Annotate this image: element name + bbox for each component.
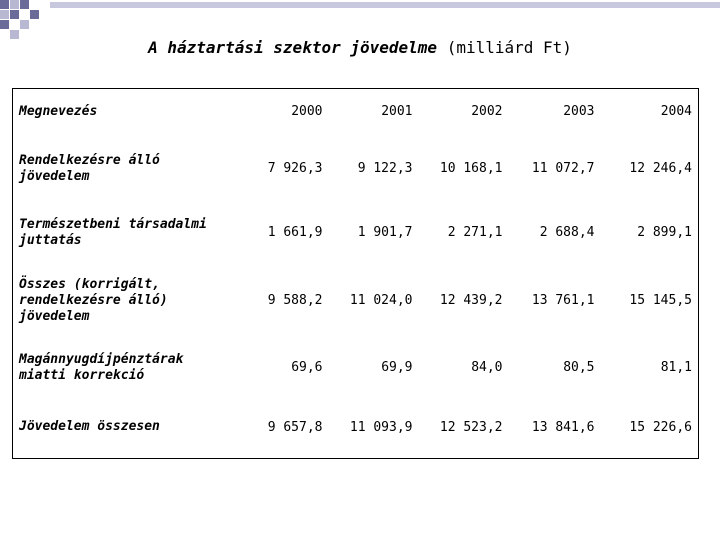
table-cell: 15 145,5	[629, 293, 692, 308]
table-cell: 81,1	[660, 360, 692, 375]
table-cell: 2 899,1	[637, 225, 692, 240]
table-row	[13, 339, 699, 397]
table-cell: 13 761,1	[531, 293, 595, 308]
year-header: 2002	[471, 104, 503, 120]
table-row	[13, 203, 699, 263]
year-header: 2004	[660, 104, 692, 120]
table-cell: 7 926,3	[267, 161, 323, 176]
page-title	[0, 38, 720, 57]
title-main-text: A háztartási szektor jövedelme	[148, 38, 438, 57]
table-cell: 15 226,6	[629, 419, 692, 435]
table-cell: 13 841,6	[531, 419, 595, 435]
table-cell: 12 523,2	[439, 419, 503, 435]
table-cell: 69,6	[291, 360, 323, 375]
table-cell: 84,0	[471, 360, 503, 375]
title-unit-text: (milliárd Ft)	[446, 38, 572, 57]
table-cell: 12 246,4	[629, 161, 692, 176]
table-cell: 10 168,1	[439, 161, 503, 176]
table-cell: 9 657,8	[267, 419, 323, 435]
table-cell: 1 901,7	[357, 225, 413, 240]
table-cell: 2 688,4	[539, 225, 595, 240]
decorative-squares-graphic	[0, 0, 720, 40]
table-cell: 11 072,7	[531, 161, 595, 176]
row-label: Rendelkezésre álló jövedelem	[19, 152, 160, 184]
table-cell: 11 093,9	[349, 419, 413, 435]
table-header-row	[13, 89, 699, 135]
year-header: 2000	[291, 104, 323, 120]
table-row	[13, 135, 699, 203]
income-table	[12, 88, 699, 459]
table-cell: 2 271,1	[447, 225, 503, 240]
row-label: Összes (korrigált, rendelkezésre álló) jövedelem	[19, 276, 168, 324]
table-cell: 11 024,0	[349, 293, 413, 308]
year-header: 2003	[563, 104, 595, 120]
table-cell: 9 588,2	[267, 293, 323, 308]
table-cell: 80,5	[563, 360, 595, 375]
table-row	[13, 263, 699, 339]
table-row	[13, 397, 699, 459]
row-label: Jövedelem összesen	[19, 419, 160, 435]
table-cell: 9 122,3	[357, 161, 413, 176]
header-label: Megnevezés	[19, 103, 98, 119]
table-cell: 69,9	[381, 360, 413, 375]
row-label: Természetbeni társadalmi juttatás	[19, 216, 207, 248]
year-header: 2001	[381, 104, 413, 120]
table-cell: 12 439,2	[439, 293, 503, 308]
row-label: Magánnyugdíjpénztárak miatti korrekció	[19, 351, 184, 383]
table-cell: 1 661,9	[267, 225, 323, 240]
